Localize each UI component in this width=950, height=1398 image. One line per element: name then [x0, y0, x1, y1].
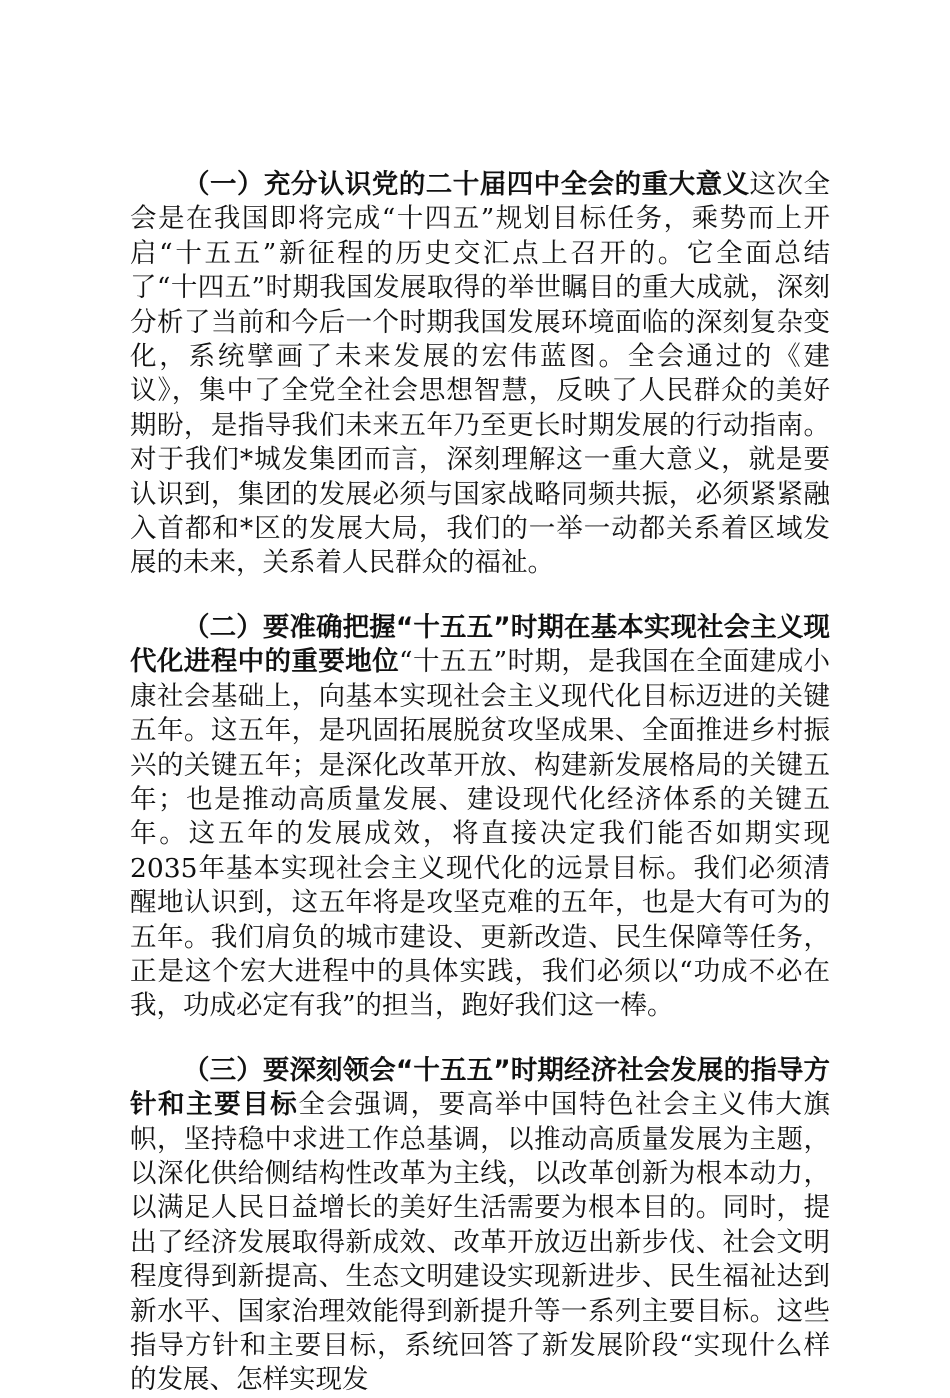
section-heading-3: （三）要深刻领会“十五五”时期经济社会发展的指导方针和主要目标: [130, 1054, 830, 1121]
section-paragraph-2: [130, 611, 830, 1024]
section-heading-1: （一）充分认识党的二十届四中全会的重大意义: [183, 169, 750, 200]
section-body-1: 这次全会是在我国即将完成“十四五”规划目标任务，乘势而上开启“十五五”新征程的历史交汇点上召开的。它全面总结了“十四五”时期我国发展取得的举世瞩目的重大成就，深刻分析了当前和今后一个时期我国发展环境面临的深刻复杂变化，系统擘画了未来发展的宏伟蓝图。全会通过的《建议》，集中了全党全社会思想智慧，反映了人民群众的美好期盼，是指导我们未来五年乃至更长时期发展的行动指南。对于我们*城发集团而言，深刻理解这一重大意义，就是要认识到，集团的发展必须与国家战略同频共振，必须紧紧融入首都和*区的发展大局，我们的一举一动都关系着区域发展的未来，关系着人民群众的福祉。: [130, 169, 831, 579]
section-body-3: 全会强调，要高举中国特色社会主义伟大旗帜，坚持稳中求进工作总基调，以推动高质量发展为主题，以深化供给侧结构性改革为主线，以改革创新为根本动力，以满足人民日益增长的美好生活需要为根本目的。同时，提出了经济发展取得新成效、改革开放迈出新步伐、社会文明程度得到新提高、生态文明建设实现新进步、民生福祉达到新水平、国家治理效能得到新提升等一系列主要目标。这些指导方针和主要目标，系统回答了新发展阶段“实现什么样的发展、怎样实现发: [130, 1089, 830, 1396]
document-page: [130, 168, 830, 1398]
section-heading-2: （二）要准确把握“十五五”时期在基本实现社会主义现代化进程中的重要地位: [130, 611, 830, 678]
section-body-2: “十五五”时期，是我国在全面建成小康社会基础上，向基本实现社会主义现代化目标迈进的关键五年。这五年，是巩固拓展脱贫攻坚成果、全面推进乡村振兴的关键五年；是深化改革开放、构建新发展格局的关键五年；也是推动高质量发展、建设现代化经济体系的关键五年。这五年的发展成效，将直接决定我们能否如期实现2035年基本实现社会主义现代化的远景目标。我们必须清醒地认识到，这五年将是攻坚克难的五年，也是大有可为的五年。我们肩负的城市建设、更新改造、民生保障等任务，正是这个宏大进程中的具体实践，我们必须以“功成不必在我，功成必定有我”的担当，跑好我们这一棒。: [130, 646, 830, 1022]
section-paragraph-1: [130, 168, 830, 581]
section-paragraph-3: [130, 1054, 830, 1398]
